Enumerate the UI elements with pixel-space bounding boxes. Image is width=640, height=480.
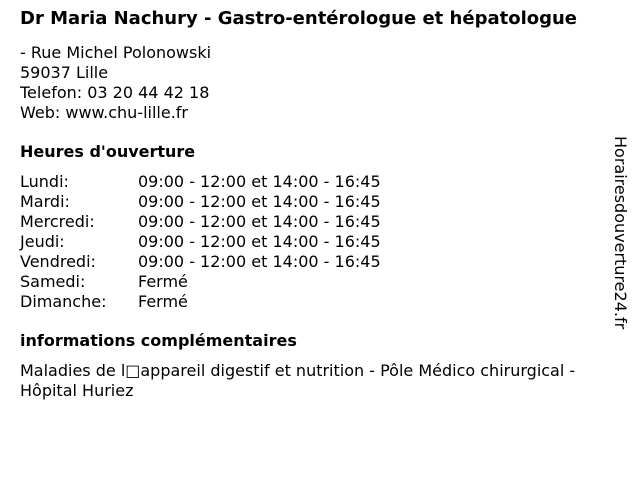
site-watermark: Horairesdouverture24.fr xyxy=(611,136,630,330)
city: 59037 Lille xyxy=(20,63,109,82)
day-label: Jeudi: xyxy=(20,232,65,251)
day-hours: 09:00 - 12:00 et 14:00 - 16:45 xyxy=(138,192,381,211)
website: Web: www.chu-lille.fr xyxy=(20,103,189,122)
hours-row-sunday xyxy=(20,292,612,312)
hours-row-saturday xyxy=(20,272,612,292)
additional-info-heading: informations complémentaires xyxy=(20,331,297,350)
additional-info-text: Maladies de l□appareil digestif et nutrition - Pôle Médico chirurgical - Hôpital Huriez xyxy=(20,361,576,400)
day-hours: 09:00 - 12:00 et 14:00 - 16:45 xyxy=(138,232,381,251)
day-label: Vendredi: xyxy=(20,252,96,271)
day-label: Mardi: xyxy=(20,192,70,211)
day-hours: Fermé xyxy=(138,292,188,311)
day-hours: 09:00 - 12:00 et 14:00 - 16:45 xyxy=(138,252,381,271)
page-title: Dr Maria Nachury - Gastro-entérologue et hépatologue xyxy=(20,8,578,29)
opening-hours-table xyxy=(20,172,612,312)
day-hours: 09:00 - 12:00 et 14:00 - 16:45 xyxy=(138,172,381,191)
hours-row-thursday xyxy=(20,232,612,252)
hours-row-friday xyxy=(20,252,612,272)
phone-number: Telefon: 03 20 44 42 18 xyxy=(20,83,210,102)
day-label: Dimanche: xyxy=(20,292,107,311)
day-hours: Fermé xyxy=(138,272,188,291)
hours-row-tuesday xyxy=(20,192,612,212)
street-address: - Rue Michel Polonowski xyxy=(20,43,212,62)
day-label: Samedi: xyxy=(20,272,86,291)
opening-hours-heading: Heures d'ouverture xyxy=(20,142,196,161)
day-label: Mercredi: xyxy=(20,212,95,231)
business-listing xyxy=(20,8,612,401)
day-label: Lundi: xyxy=(20,172,69,191)
hours-row-monday xyxy=(20,172,612,192)
address-block xyxy=(20,43,612,123)
hours-row-wednesday xyxy=(20,212,612,232)
day-hours: 09:00 - 12:00 et 14:00 - 16:45 xyxy=(138,212,381,231)
